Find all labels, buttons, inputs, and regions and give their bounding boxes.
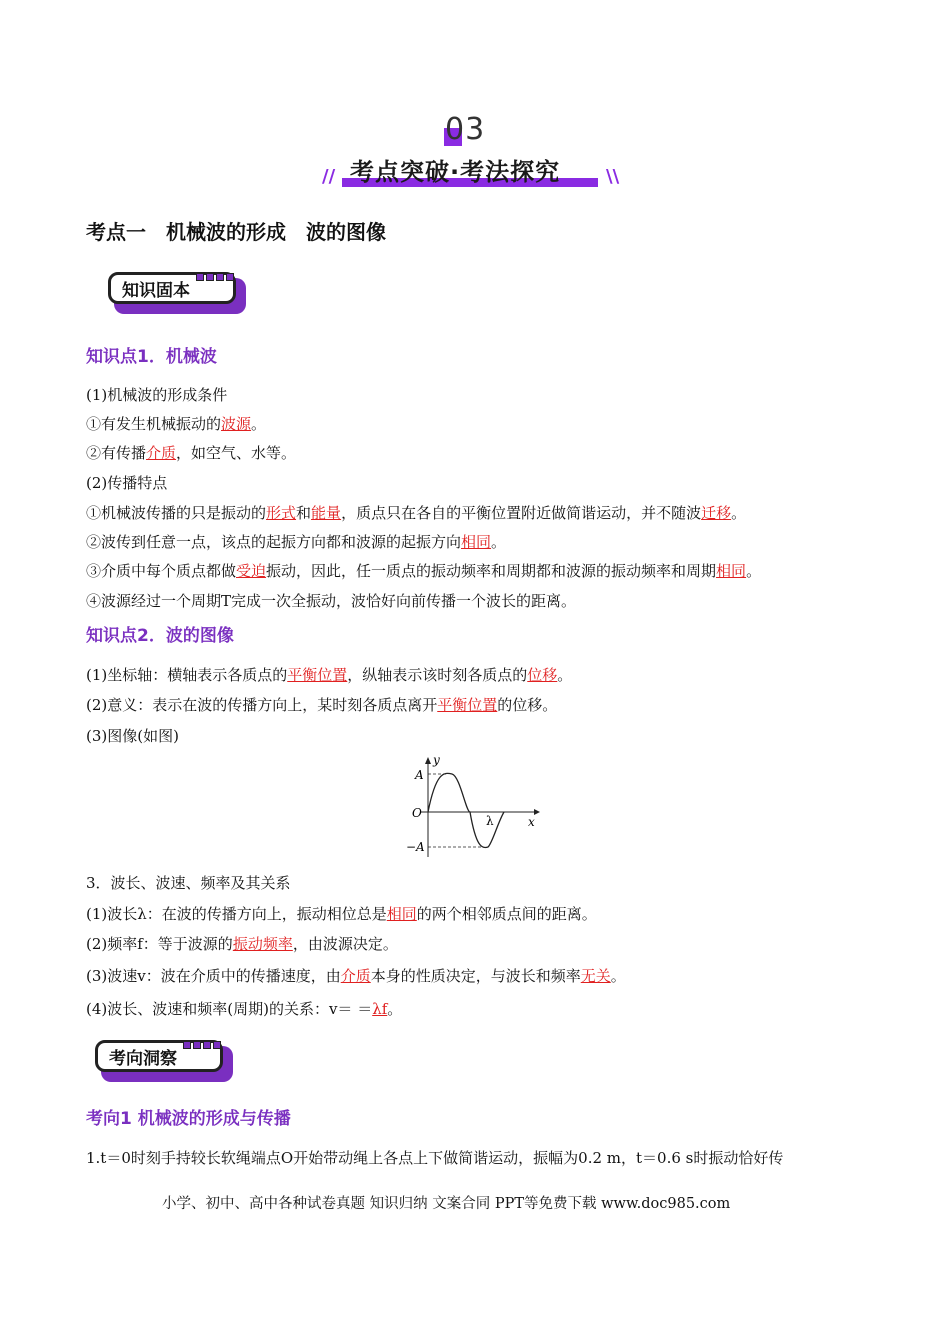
text-segment: ②有传播	[86, 444, 147, 462]
text-segment: 。	[557, 666, 573, 684]
point1-title: 知识点1．机械波	[86, 347, 217, 367]
text-line	[86, 664, 572, 685]
answer-fill: 相同	[716, 562, 747, 580]
origin-label: O	[412, 806, 422, 820]
text-segment: ②波传到任意一点，该点的起振方向都和波源的起振方向	[86, 533, 462, 551]
amplitude-label: A	[415, 768, 424, 782]
text-segment: 本身的性质决定，与波长和频率	[370, 967, 581, 985]
text-segment: ①有发生机械振动的	[86, 415, 222, 433]
answer-fill: 波源	[221, 415, 252, 433]
text-segment: 振动，因此，任一质点的振动频率和周期都和波源的振动频率和周期	[266, 562, 717, 580]
question-text: 1.t＝0时刻手持较长软绳端点O开始带动绳上各点上下做简谐运动，振幅为0.2 m，t＝0.6 s时振动恰好传	[86, 1149, 784, 1167]
text-segment: (2)频率f：等于波源的	[86, 935, 233, 953]
wavelength-label: λ	[486, 814, 494, 828]
answer-fill: 相同	[386, 905, 417, 923]
text-segment: ①机械波传播的只是振动的	[86, 504, 267, 522]
answer-fill: 能量	[311, 504, 342, 522]
direction-badge-label: 考向洞察	[109, 1049, 177, 1069]
text-segment: ③介质中每个质点都做	[86, 562, 237, 580]
text-line	[86, 872, 291, 893]
text-segment: (3)波速v：波在介质中的传播速度，由	[86, 967, 341, 985]
text-segment: 。	[387, 1000, 403, 1018]
footer-text: 小学、初中、高中各种试卷真题 知识归纳 文案合同 PPT等免费下载 www.doc985.com	[162, 1196, 731, 1212]
answer-fill: 平衡位置	[437, 696, 498, 714]
banner-title: 考点突破·考法探究	[350, 158, 561, 186]
wave-figure	[400, 752, 550, 862]
text-segment: (1)波长λ：在波的传播方向上，振动相位总是	[86, 905, 387, 923]
text-line	[86, 998, 402, 1019]
text-line	[86, 502, 746, 523]
text-segment: ，由波源决定。	[292, 935, 398, 953]
direction1-title: 考向1 机械波的形成与传播	[86, 1109, 291, 1129]
text-line	[86, 903, 597, 924]
text-segment: 。	[746, 562, 762, 580]
x-axis-arrow	[534, 809, 540, 815]
text-line	[86, 725, 179, 746]
answer-fill: 介质	[340, 967, 371, 985]
wave-curve	[428, 773, 504, 847]
text-line	[86, 531, 506, 552]
text-line	[86, 442, 296, 463]
text-segment: (2)意义：表示在波的传播方向上，某时刻各质点离开	[86, 696, 438, 714]
knowledge-badge	[108, 272, 246, 314]
knowledge-badge-label: 知识固本	[122, 281, 190, 301]
answer-fill: 无关	[580, 967, 611, 985]
answer-fill: 相同	[461, 533, 492, 551]
text-segment: (1)坐标轴：横轴表示各质点的	[86, 666, 288, 684]
text-line	[86, 472, 167, 493]
answer-fill: 介质	[146, 444, 177, 462]
y-axis-label: y	[433, 753, 440, 767]
text-segment: ，质点只在各自的平衡位置附近做简谐运动，并不随波	[341, 504, 702, 522]
text-line	[86, 933, 398, 954]
direction-badge	[95, 1040, 233, 1082]
text-segment: (3)图像(如图)	[86, 727, 179, 745]
negative-amplitude-label: −A	[406, 840, 425, 854]
text-segment: 。	[731, 504, 747, 522]
answer-fill: 振动频率	[232, 935, 293, 953]
text-line	[86, 694, 557, 715]
text-line	[86, 560, 761, 581]
text-segment: 和	[296, 504, 312, 522]
answer-fill: 迁移	[701, 504, 732, 522]
banner-left-slashes: //	[322, 166, 336, 187]
answer-fill: λf	[372, 1000, 388, 1018]
text-segment: 。	[491, 533, 507, 551]
section-number: 03	[445, 112, 486, 147]
text-line	[86, 384, 227, 405]
banner-right-slashes: \\	[606, 166, 620, 187]
text-segment: ④波源经过一个周期T完成一次全振动，波恰好向前传播一个波长的距离。	[86, 592, 577, 610]
x-axis-label: x	[528, 815, 535, 829]
text-segment: 。	[251, 415, 267, 433]
text-segment: 。	[610, 967, 626, 985]
answer-fill: 平衡位置	[287, 666, 348, 684]
answer-fill: 位移	[527, 666, 558, 684]
text-line	[86, 965, 626, 986]
text-segment: 的位移。	[497, 696, 558, 714]
text-segment: 的两个相邻质点间的距离。	[416, 905, 597, 923]
answer-fill: 受迫	[236, 562, 267, 580]
text-line	[86, 413, 266, 434]
text-segment: (4)波长、波速和频率(周期)的关系：v＝ ＝	[86, 1000, 373, 1018]
answer-fill: 形式	[266, 504, 297, 522]
text-segment: (1)机械波的形成条件	[86, 386, 228, 404]
text-segment: 3．波长、波速、频率及其关系	[86, 874, 291, 892]
y-axis-arrow	[425, 757, 431, 764]
text-segment: ，如空气、水等。	[176, 444, 297, 462]
point2-title: 知识点2．波的图像	[86, 626, 234, 646]
text-segment: (2)传播特点	[86, 474, 168, 492]
text-segment: ，纵轴表示该时刻各质点的	[347, 666, 528, 684]
topic-heading: 考点一 机械波的形成 波的图像	[86, 220, 386, 244]
text-line	[86, 590, 576, 611]
